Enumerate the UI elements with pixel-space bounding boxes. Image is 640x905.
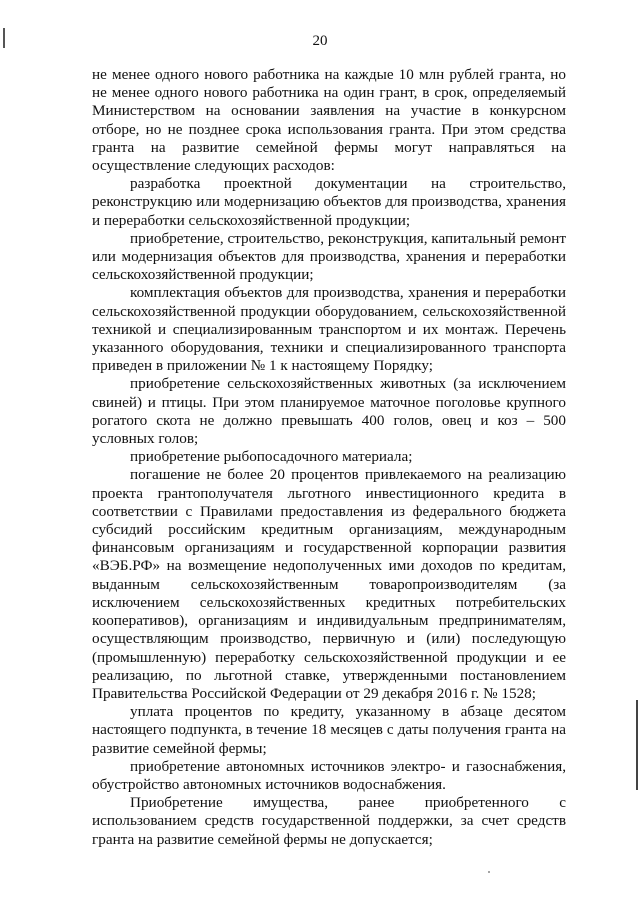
paragraph: погашение не более 20 процентов привлекаемого на реализацию проекта грантополучателя льготного инвестиционного кредита в соответствии с Правилами предоставления из федерального бюджета субсидий российским кредитным организациям, международным финансовым организациям и государственной корпорации развития «ВЭБ.РФ» на возмещение недополученных ими доходов по кредитам, выданным сельскохозяйственным товаропроизводителям (за исключением сельскохозяйственных кредитных потребительских кооперативов), организациям и индивидуальным предпринимателям, осуществляющим производство, первичную и (или) последующую (промышленную) переработку сельскохозяйственной продукции и ее реализацию, по льготной ставке, утвержденными постановлением Правительства Российской Федерации от 29 декабря 2016 г. № 1528; — [92, 466, 566, 702]
paragraph: Приобретение имущества, ранее приобретенного с использованием средств государственной поддержки, за счет средств гранта на развитие семейной фермы не допускается; — [92, 794, 566, 848]
paragraph: приобретение сельскохозяйственных животных (за исключением свиней) и птицы. При этом планируемое маточное поголовье крупного рогатого скота не должно превышать 400 голов, овец и коз – 500 условных голов; — [92, 375, 566, 448]
paragraph: приобретение автономных источников электро- и газоснабжения, обустройство автономных источников водоснабжения. — [92, 757, 566, 793]
paragraph: комплектация объектов для производства, хранения и переработки сельскохозяйственной продукции оборудованием, сельскохозяйственной техникой и специализированным транспортом и их монтаж. Перечень указанного оборудования, техники и специализированного транспорта приведен в приложении № 1 к настоящему Порядку; — [92, 284, 566, 375]
paragraph: не менее одного нового работника на каждые 10 млн рублей гранта, но не менее одного нового работника на один грант, в срок, определяемый Министерством на основании заявления на участие в конкурсном отборе, но не позднее срока использования гранта. При этом средства гранта на развитие семейной фермы могут направляться на осуществление следующих расходов: — [92, 66, 566, 175]
page-number: 20 — [312, 33, 328, 49]
paragraph: приобретение, строительство, реконструкция, капитальный ремонт или модернизация объектов для производства, хранения и переработки сельскохозяйственной продукции; — [92, 229, 567, 284]
scan-edge-mark — [636, 700, 638, 790]
paragraph: разработка проектной документации на строительство, реконструкцию или модернизацию объектов для производства, хранения и переработки сельскохозяйственной продукции; — [92, 175, 566, 229]
scan-speck — [488, 871, 490, 873]
paragraph: приобретение рыбопосадочного материала; — [130, 448, 413, 466]
document-body — [92, 66, 566, 849]
paragraph: уплата процентов по кредиту, указанному в абзаце десятом настоящего подпункта, в течение 18 месяцев с даты получения гранта на развитие семейной фермы; — [92, 703, 566, 757]
